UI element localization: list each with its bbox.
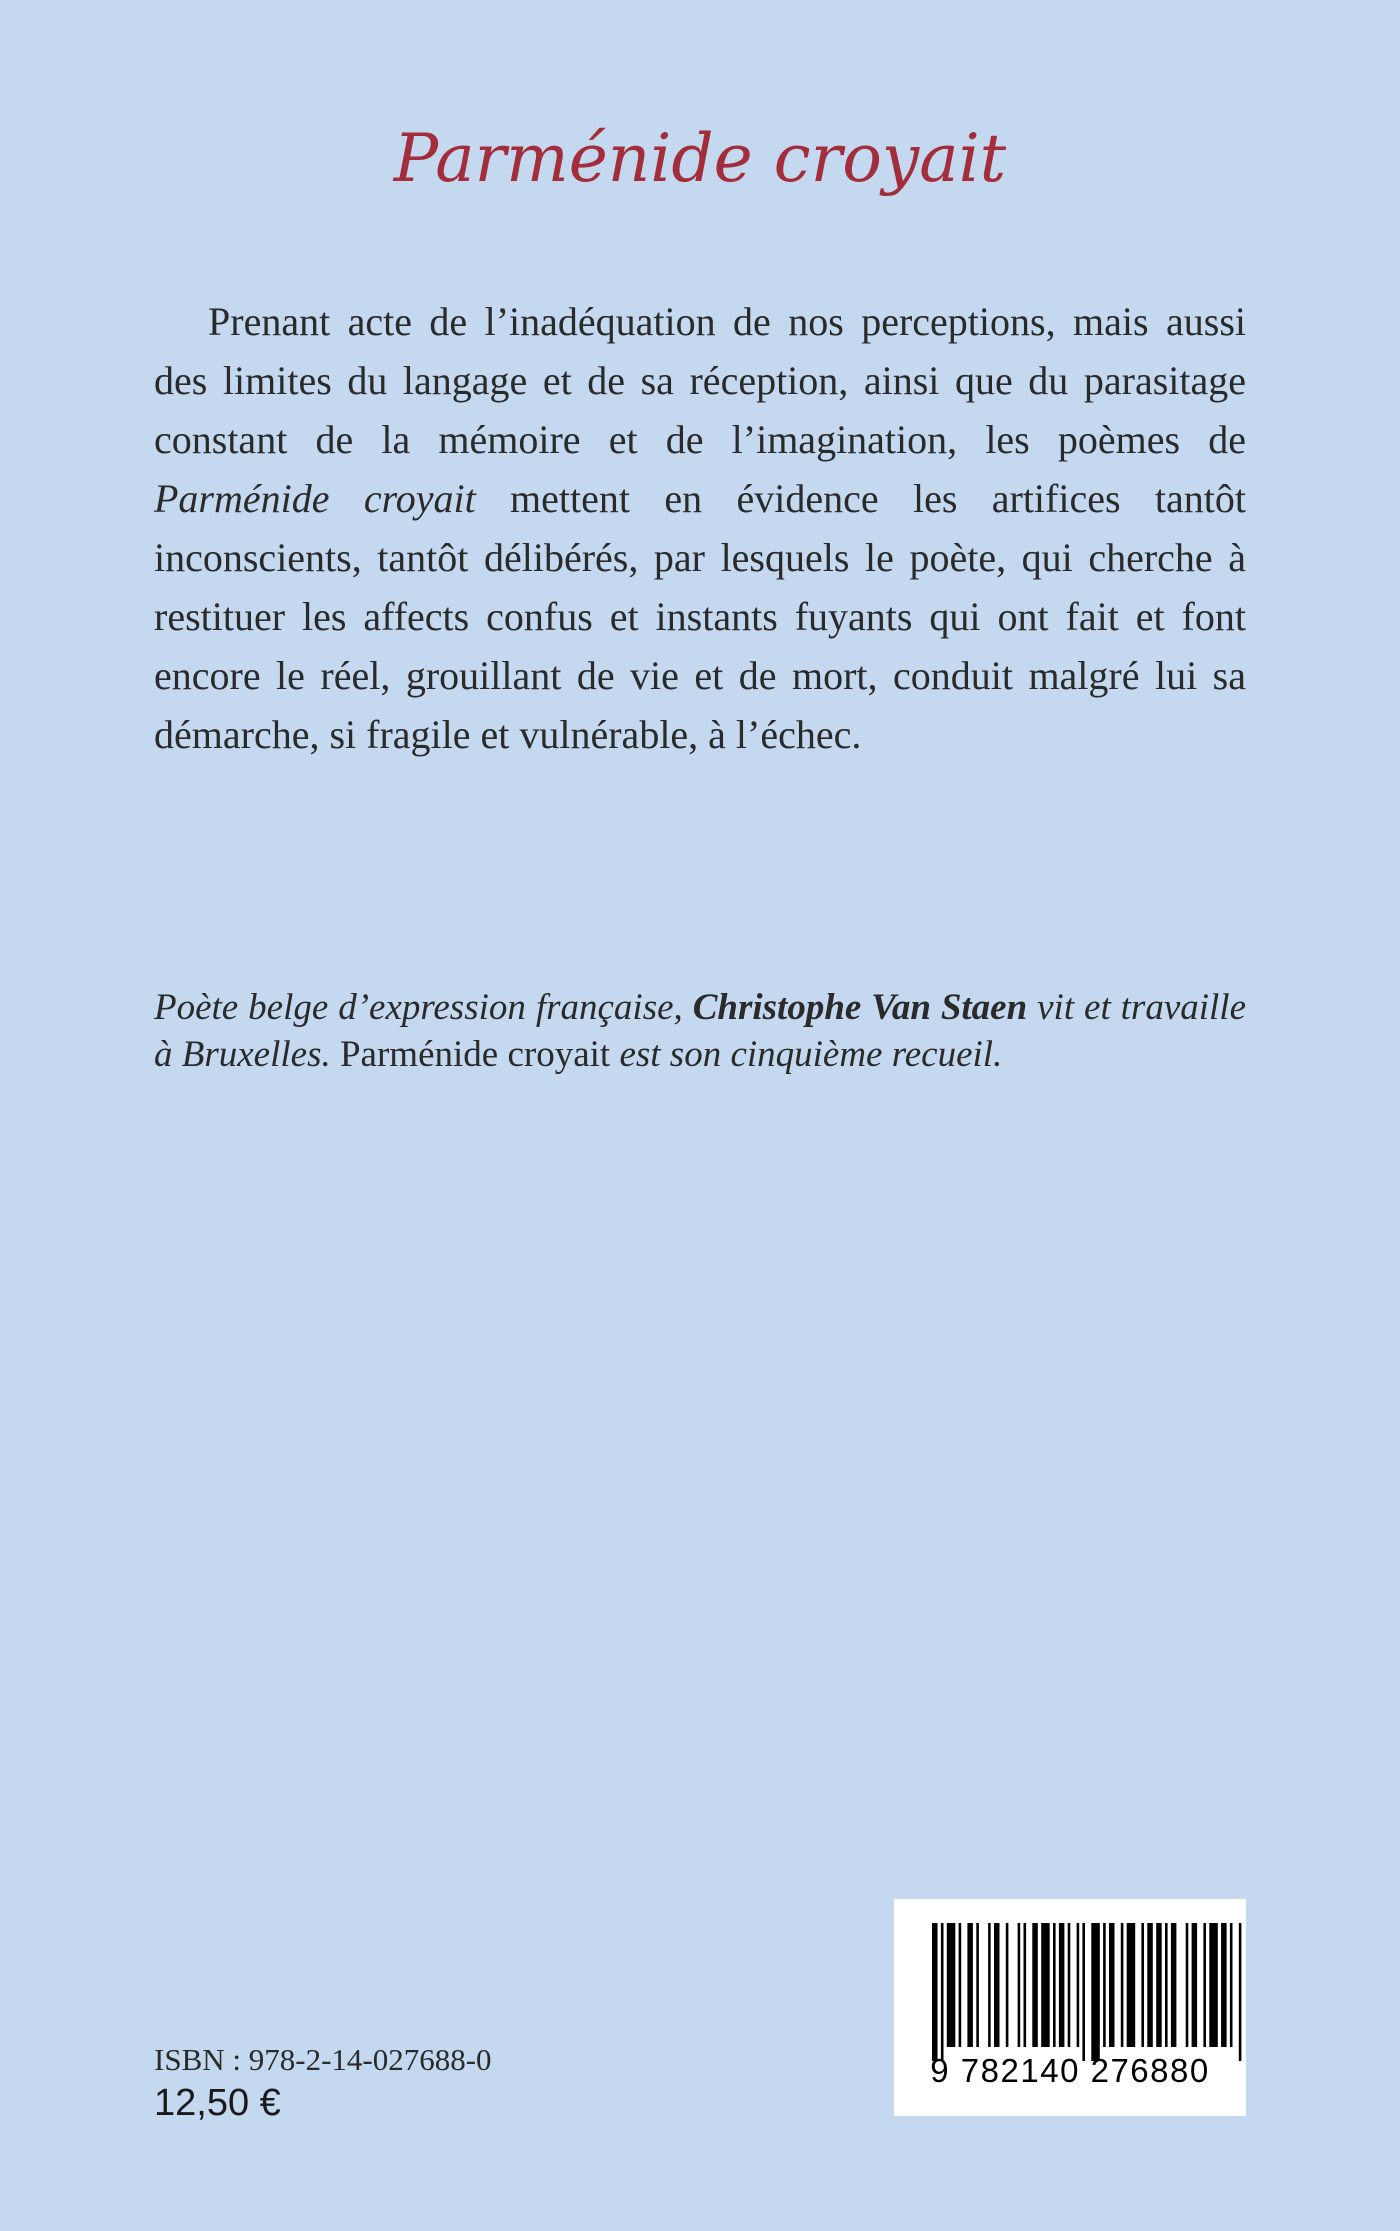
barcode-bar (947, 1923, 956, 2047)
bio-book-title: Parménide croyait (330, 1034, 611, 1075)
price-label: 12,50 € (154, 2082, 281, 2124)
barcode-bar (1121, 1923, 1124, 2047)
back-cover-blurb (154, 292, 1246, 764)
barcode-bar (1127, 1923, 1136, 2047)
barcode-bar (1018, 1923, 1021, 2047)
barcode-bar (932, 1923, 938, 2061)
barcode-bar (1006, 1923, 1009, 2047)
blurb-text-1: Prenant acte de l’inadéquation de nos perceptions, mais aussi des limites du langage et de sa réception, ainsi que du parasitage constant de la mémoire et de l’imagination, les poèmes de (154, 299, 1246, 462)
barcode-bar (1141, 1923, 1144, 2047)
barcode-bar (1091, 1923, 1100, 2061)
barcode-bar (1147, 1923, 1153, 2047)
barcode-bar (1203, 1923, 1206, 2047)
barcode-digits: 9 782140 276880 (930, 2052, 1210, 2089)
barcode-bar (1109, 1923, 1115, 2047)
barcode-bar (1041, 1923, 1050, 2047)
barcode-bar (959, 1923, 962, 2047)
isbn-label: ISBN : 978-2-14-027688-0 (154, 2042, 492, 2077)
author-name: Christophe Van Staen (692, 987, 1028, 1028)
barcode-bar (1053, 1923, 1056, 2047)
barcode-bar (967, 1923, 973, 2047)
barcode-bar (1239, 1923, 1242, 2061)
barcode-bar (1032, 1923, 1038, 2047)
barcode-bar (1068, 1923, 1071, 2047)
book-title: Parménide croyait (393, 120, 1007, 197)
blurb-text-2: mettent en évidence les artifices tantôt inconscients, tantôt délibérés, par lesquels le poète, qui cherche à restituer les affects confus et instants fuyants qui ont fait et font encore le réel, grouillant de vie et de mort, conduit malgré lui sa démarche, si fragile et vulnérable, à l’échec. (154, 476, 1246, 757)
bio-end: est son cinquième recueil. (610, 1034, 1003, 1075)
barcode-bar (1186, 1923, 1189, 2047)
barcode-bar (1156, 1923, 1162, 2047)
barcode-bar (1024, 1923, 1027, 2047)
bio-middle: vit et travaille à Bruxelles. (154, 987, 1247, 1075)
author-bio (154, 984, 1246, 1078)
barcode-bar (1103, 1923, 1106, 2047)
blurb-title-italic: Parménide croyait (154, 476, 476, 521)
barcode-bar (1221, 1923, 1227, 2047)
barcode (894, 1899, 1246, 2116)
barcode-bar (976, 1923, 979, 2047)
barcode-bar (1230, 1923, 1233, 2047)
barcode-bar (1192, 1923, 1198, 2047)
barcode-bar (941, 1923, 944, 2061)
barcode-bar (1077, 1923, 1080, 2047)
barcode-bar (1082, 1923, 1085, 2061)
barcode-bar (1165, 1923, 1168, 2047)
bio-intro: Poète belge d’expression française, (154, 987, 693, 1028)
barcode-bar (988, 1923, 991, 2047)
barcode-bar (1209, 1923, 1218, 2047)
barcode-bar (1171, 1923, 1177, 2047)
barcode-bar (994, 1923, 1000, 2047)
barcode-bar (1059, 1923, 1065, 2047)
